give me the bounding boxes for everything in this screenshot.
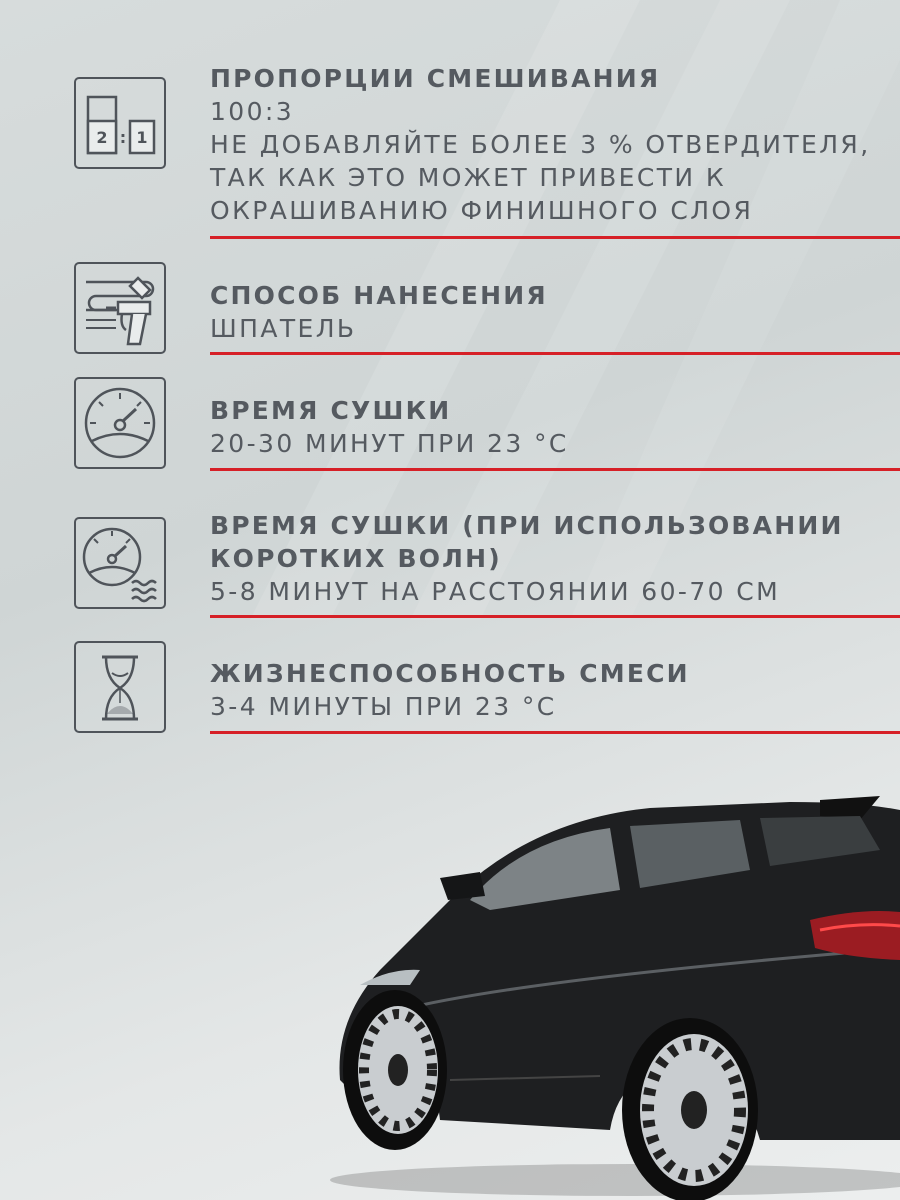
divider-rule — [210, 236, 900, 239]
ratio-left-digit: 2 — [96, 128, 108, 147]
spec-line: 5-8 МИНУТ НА РАССТОЯНИИ 60-70 СМ — [210, 577, 781, 606]
spec-line: НЕ ДОБАВЛЯЙТЕ БОЛЕЕ 3 % ОТВЕРДИТЕЛЯ, — [210, 130, 871, 159]
black-sports-car-image — [320, 780, 900, 1200]
spray-gun-icon — [74, 262, 166, 354]
divider-rule — [210, 615, 900, 618]
mixing-ratio-icon — [74, 77, 166, 169]
ratio-separator: : — [119, 128, 127, 147]
divider-rule — [210, 352, 900, 355]
spec-title: ЖИЗНЕСПОСОБНОСТЬ СМЕСИ — [210, 659, 690, 688]
ratio-right-digit: 1 — [136, 128, 148, 147]
spec-title: ВРЕМЯ СУШКИ — [210, 396, 452, 425]
spec-title: СПОСОБ НАНЕСЕНИЯ — [210, 281, 548, 310]
hourglass-icon — [74, 641, 166, 733]
divider-rule — [210, 731, 900, 734]
spec-line: ТАК КАК ЭТО МОЖЕТ ПРИВЕСТИ К — [210, 163, 727, 192]
divider-rule — [210, 468, 900, 471]
spec-line: 3-4 МИНУТЫ ПРИ 23 °С — [210, 692, 557, 721]
gauge-waves-icon — [74, 517, 166, 609]
spec-title: ВРЕМЯ СУШКИ (ПРИ ИСПОЛЬЗОВАНИИ — [210, 511, 844, 540]
spec-title: КОРОТКИХ ВОЛН) — [210, 544, 502, 573]
spec-line: 20-30 МИНУТ ПРИ 23 °С — [210, 429, 569, 458]
gauge-icon — [74, 377, 166, 469]
spec-line: ШПАТЕЛЬ — [210, 314, 357, 343]
spec-line: 100:3 — [210, 97, 295, 126]
rear-wheel — [622, 1018, 758, 1200]
spec-title: ПРОПОРЦИИ СМЕШИВАНИЯ — [210, 64, 661, 93]
front-wheel — [343, 990, 447, 1150]
spec-line: ОКРАШИВАНИЮ ФИНИШНОГО СЛОЯ — [210, 196, 754, 225]
